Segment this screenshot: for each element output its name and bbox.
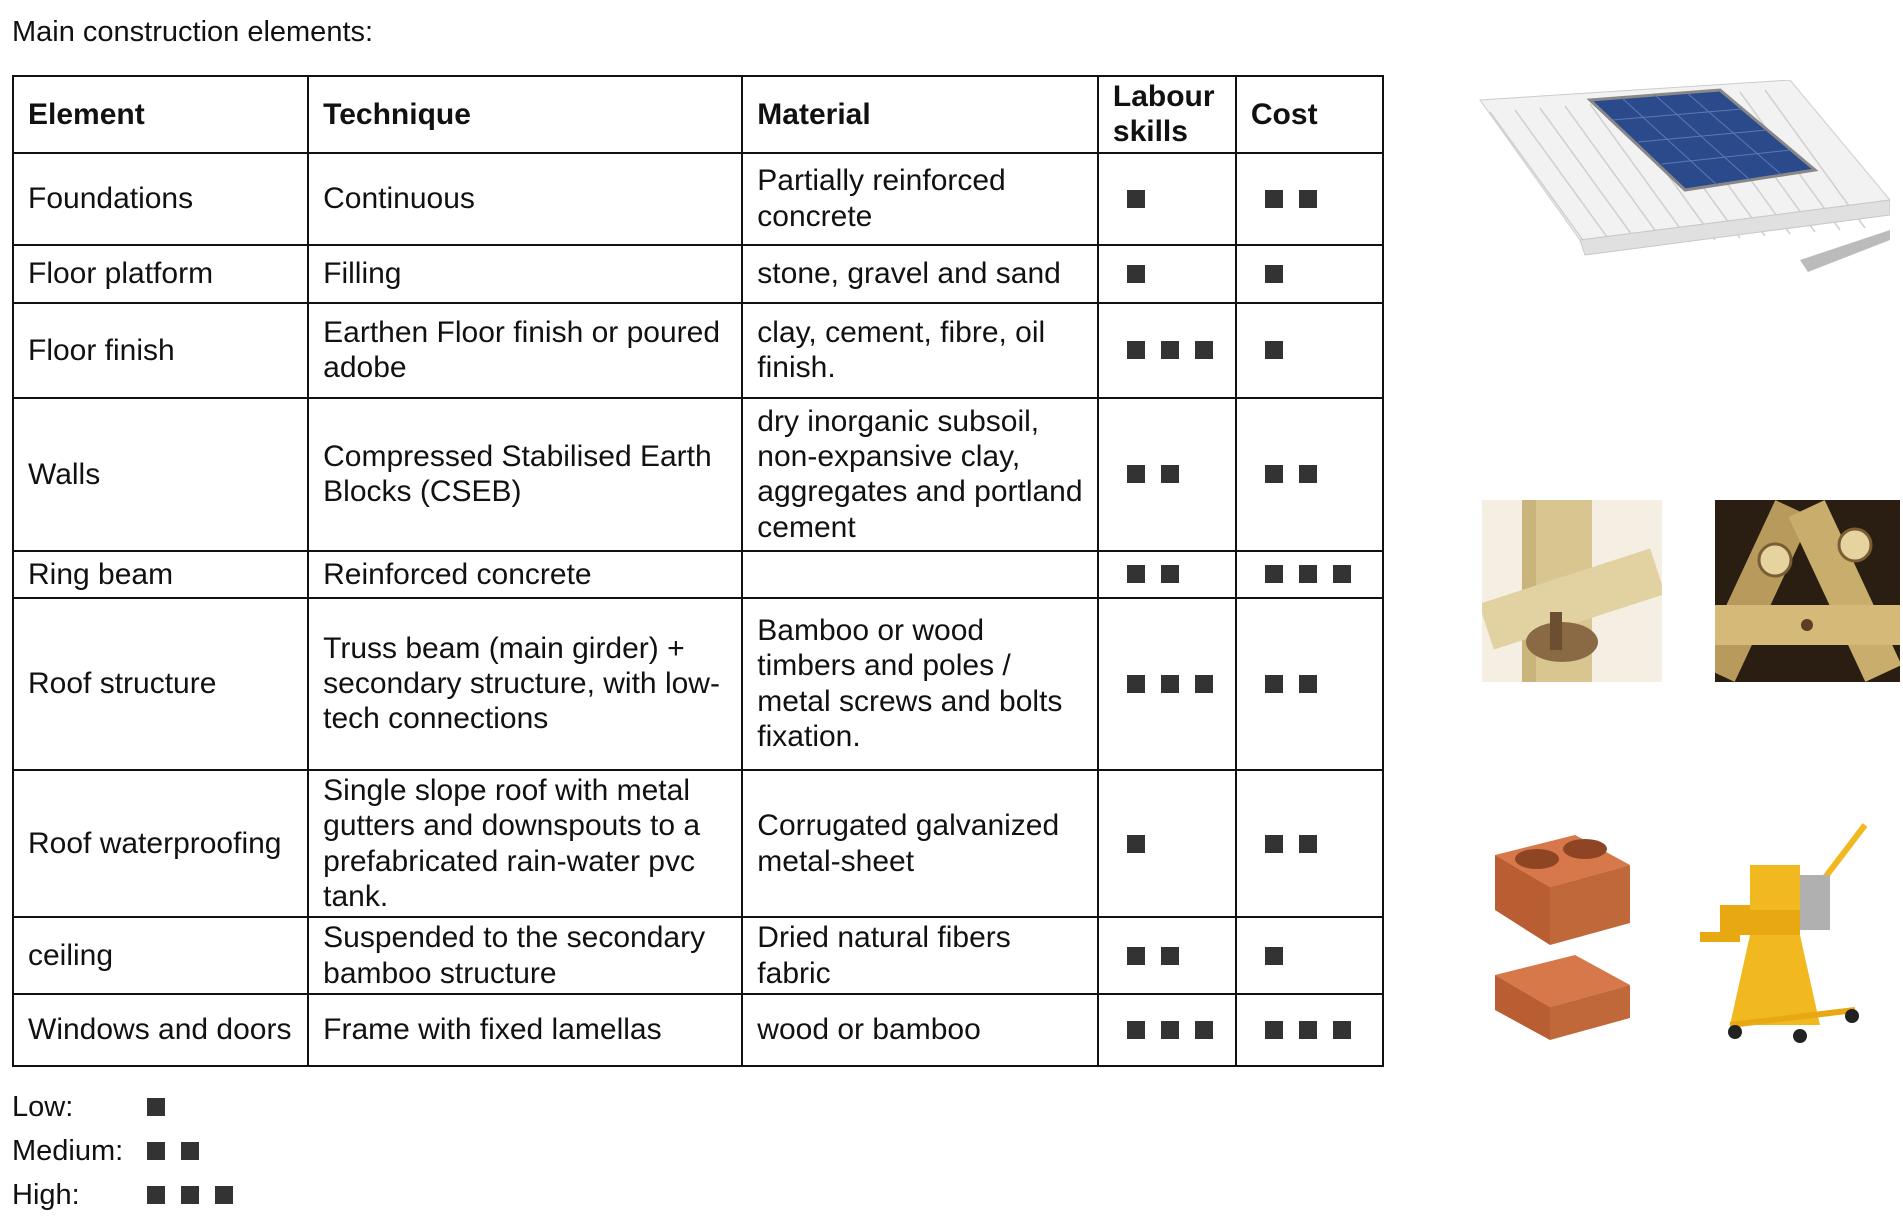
table-row [13, 917, 1383, 994]
legend-label: Low: [12, 1090, 74, 1123]
cell-labour-skills [1098, 551, 1236, 598]
rating-square [1127, 835, 1145, 853]
rating-square [1127, 565, 1145, 583]
table-row [13, 598, 1383, 770]
cell-labour-skills [1098, 917, 1236, 994]
bamboo-joint-image [1482, 500, 1662, 682]
cell-technique: Compressed Stabilised Earth Blocks (CSEB) [308, 398, 742, 551]
header-labour-skills [1098, 76, 1236, 153]
rating-square [147, 1142, 165, 1160]
cell-element: Windows and doors [13, 994, 308, 1066]
header-technique: Technique [308, 76, 742, 153]
table-row [13, 153, 1383, 245]
rating-square [1299, 675, 1317, 693]
cell-material: wood or bamboo [742, 994, 1098, 1066]
rating-square [1265, 190, 1283, 208]
table-row [13, 770, 1383, 918]
rating-square [147, 1186, 165, 1204]
rating-square [1161, 675, 1179, 693]
rating-square [1161, 341, 1179, 359]
brick-press-image [1690, 820, 1890, 1050]
rating-square [1265, 675, 1283, 693]
cell-cost [1236, 598, 1383, 770]
cell-cost [1236, 770, 1383, 918]
cell-technique: Filling [308, 245, 742, 303]
cell-technique: Continuous [308, 153, 742, 245]
legend-row [12, 1085, 233, 1129]
header-element: Element [13, 76, 308, 153]
cell-element: Roof structure [13, 598, 308, 770]
cell-technique: Single slope roof with metal gutters and downspouts to a prefabricated rain-water pvc tank. [308, 770, 742, 918]
rating-square [1299, 835, 1317, 853]
table-row [13, 303, 1383, 398]
rating-square [1161, 465, 1179, 483]
rating-square [1161, 1021, 1179, 1039]
header-labour-line2: skills [1112, 115, 1188, 149]
rating-square [181, 1142, 199, 1160]
cell-element: Foundations [13, 153, 308, 245]
rating-square [1299, 190, 1317, 208]
cell-labour-skills [1098, 598, 1236, 770]
construction-table [12, 75, 1384, 1067]
rating-square [1161, 947, 1179, 965]
legend-label: High: [12, 1178, 80, 1211]
cell-cost [1236, 153, 1383, 245]
rating-square [1265, 465, 1283, 483]
cell-cost [1236, 245, 1383, 303]
cell-material: dry inorganic subsoil, non-expansive clay, aggregates and portland cement [742, 398, 1098, 551]
page-title: Main construction elements: [12, 16, 374, 48]
cell-labour-skills [1098, 770, 1236, 918]
cell-technique: Suspended to the secondary bamboo structure [308, 917, 742, 994]
cell-element: Roof waterproofing [13, 770, 308, 918]
rating-legend [12, 1085, 233, 1217]
header-labour-line1: Labour [1112, 80, 1215, 113]
cell-cost [1236, 398, 1383, 551]
cell-labour-skills [1098, 245, 1236, 303]
cell-technique: Frame with fixed lamellas [308, 994, 742, 1066]
cell-material: Bamboo or wood timbers and poles / metal screws and bolts fixation. [742, 598, 1098, 770]
rating-square [1127, 341, 1145, 359]
cell-element: Floor platform [13, 245, 308, 303]
header-material: Material [742, 76, 1098, 153]
rating-square [1299, 465, 1317, 483]
rating-square [1265, 1021, 1283, 1039]
rating-square [1127, 675, 1145, 693]
table-row [13, 994, 1383, 1066]
rating-square [1161, 565, 1179, 583]
table-row [13, 551, 1383, 598]
cell-labour-skills [1098, 398, 1236, 551]
rating-square [1265, 565, 1283, 583]
rating-square [1299, 565, 1317, 583]
rating-square [1299, 1021, 1317, 1039]
cell-material [742, 551, 1098, 598]
table-row [13, 245, 1383, 303]
rating-square [1195, 675, 1213, 693]
rating-square [1265, 341, 1283, 359]
table-header-row [13, 76, 1383, 153]
legend-row [12, 1173, 233, 1217]
rating-square [1265, 947, 1283, 965]
cell-labour-skills [1098, 994, 1236, 1066]
cell-cost [1236, 917, 1383, 994]
cell-cost [1236, 551, 1383, 598]
legend-label: Medium: [12, 1134, 124, 1167]
cell-material: Corrugated galvanized metal-sheet [742, 770, 1098, 918]
cell-material: Partially reinforced concrete [742, 153, 1098, 245]
cell-element: ceiling [13, 917, 308, 994]
rating-square [1195, 341, 1213, 359]
cell-technique: Reinforced concrete [308, 551, 742, 598]
table-row [13, 398, 1383, 551]
solar-roof-image [1470, 80, 1890, 320]
cell-technique: Truss beam (main girder) + secondary structure, with low-tech connections [308, 598, 742, 770]
cell-element: Walls [13, 398, 308, 551]
rating-square [181, 1186, 199, 1204]
rating-square [1127, 1021, 1145, 1039]
rating-square [1195, 1021, 1213, 1039]
cell-material: clay, cement, fibre, oil finish. [742, 303, 1098, 398]
header-cost: Cost [1236, 76, 1383, 153]
cell-technique: Earthen Floor finish or poured adobe [308, 303, 742, 398]
rating-square [1127, 190, 1145, 208]
cell-material: Dried natural fibers fabric [742, 917, 1098, 994]
legend-row [12, 1129, 233, 1173]
rating-square [1333, 565, 1351, 583]
rating-square [1265, 835, 1283, 853]
rating-square [1265, 265, 1283, 283]
cseb-bricks-image [1475, 825, 1655, 1050]
rating-square [1333, 1021, 1351, 1039]
bamboo-frame-image [1715, 500, 1900, 682]
cell-material: stone, gravel and sand [742, 245, 1098, 303]
cell-cost [1236, 303, 1383, 398]
rating-square [1127, 265, 1145, 283]
rating-square [215, 1186, 233, 1204]
cell-labour-skills [1098, 153, 1236, 245]
cell-element: Floor finish [13, 303, 308, 398]
cell-labour-skills [1098, 303, 1236, 398]
rating-square [1127, 947, 1145, 965]
cell-element: Ring beam [13, 551, 308, 598]
rating-square [147, 1098, 165, 1116]
cell-cost [1236, 994, 1383, 1066]
rating-square [1127, 465, 1145, 483]
